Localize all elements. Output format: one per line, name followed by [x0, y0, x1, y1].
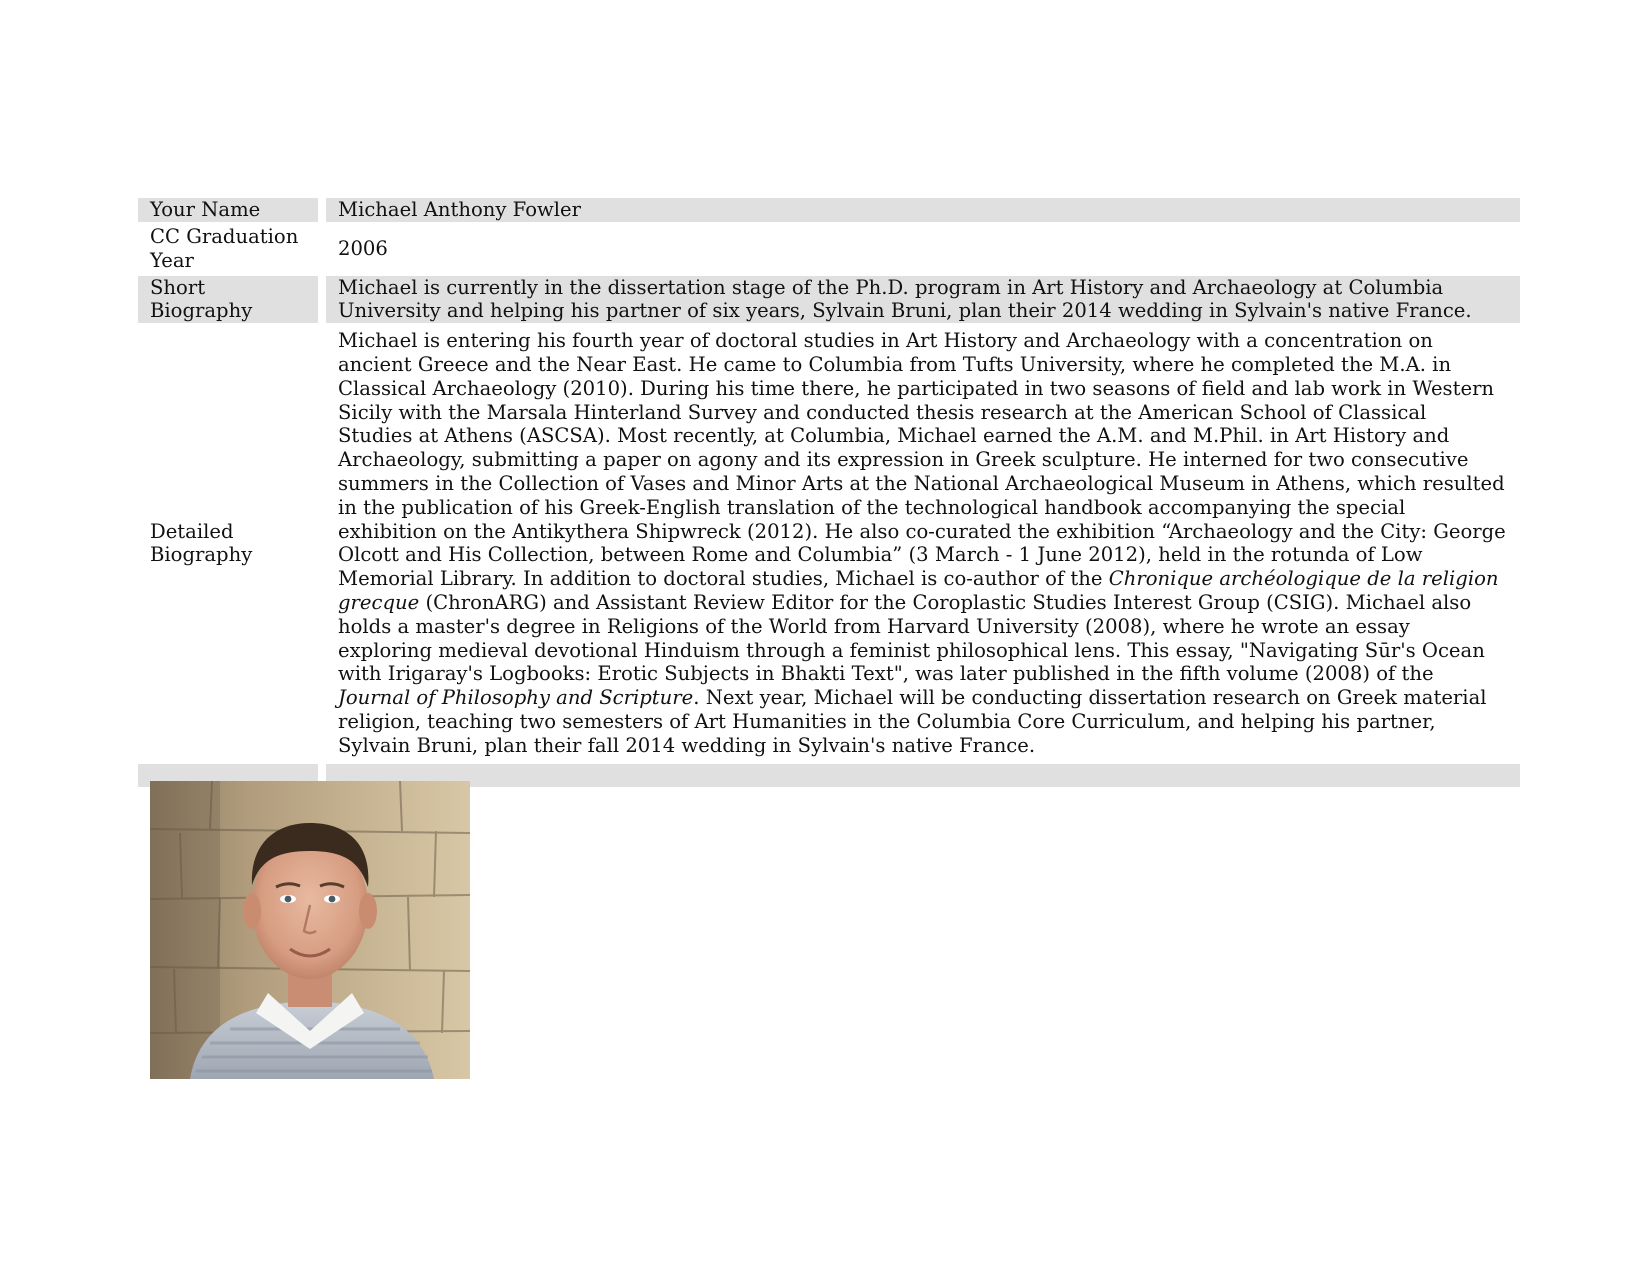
- short-bio-label: Short Biography: [138, 276, 318, 324]
- name-row: [138, 198, 1520, 222]
- empty-value-cell: [326, 764, 1520, 787]
- graduation-label: CC Graduation Year: [150, 225, 299, 272]
- detailed-bio-italic-title-1: Chronique archéologique de la religion grecque: [338, 567, 1499, 614]
- short-bio-value: Michael is currently in the dissertation stage of the Ph.D. program in Art History and Archaeology at Columbia University and helping his partner of six years, Sylvain Bruni, plan their 2014 wedding in Sylvain's native France.: [326, 276, 1520, 324]
- detailed-bio-italic-title-2: Journal of Philosophy and Scripture: [338, 686, 694, 710]
- detailed-bio-text-1: Michael is entering his fourth year of doctoral studies in Art History and Archaeology with a concentration on ancient Greece and the Near East. He came to Columbia from Tufts University, where he completed the M.A. in Classical Archaeology (2010). During his time there, he participated in two seasons of field and lab work in Western Sicily with the Marsala Hinterland Survey and conducted thesis research at the American School of Classical Studies at Athens (ASCSA). Most recently, at Columbia, Michael earned the A.M. and M.Phil. in Art History and Archaeology, submitting a paper on agony and its expression in Greek sculpture. He interned for two consecutive summers in the Collection of Vases and Minor Arts at the National Archaeological Museum in Athens, which resulted in the publication of his Greek-English translation of the technological handbook accompanying the special exhibition on the Antikythera Shipwreck (2012). He also co-curated the exhibition “Archaeology and the City: George Olcott and His Collection, between Rome and Columbia” (3 March - 1 June 2012), held in the rotunda of Low Memorial Library. In addition to doctoral studies, Michael is co-author of the: [338, 329, 1506, 591]
- graduation-row: [138, 225, 1520, 273]
- graduation-value: 2006: [338, 236, 388, 260]
- short-bio-row: [138, 276, 1520, 324]
- biography-sheet: [138, 195, 1520, 790]
- portrait-photo: [150, 781, 470, 1079]
- biography-table: [130, 195, 1528, 790]
- detailed-bio-text-3: . Next year, Michael will be conducting dissertation research on Greek material religion, teaching two semesters of Art Humanities in the Columbia Core Curriculum, and helping his partner, Sylvain Bruni, plan their fall 2014 wedding in Sylvain's native France.: [338, 686, 1487, 757]
- detailed-bio-row: [138, 326, 1520, 760]
- detailed-bio-text-2: (ChronARG) and Assistant Review Editor for the Coroplastic Studies Interest Group (CSIG). Michael also holds a master's degree in Religions of the World from Harvard University (2008), where he wrote an essay exploring medieval devotional Hinduism through a feminist philosophical lens. This essay, "Navigating Sūr's Ocean with Irigaray's Logbooks: Erotic Subjects in Bhakti Text", was later published in the fifth volume (2008) of the: [338, 590, 1485, 686]
- detailed-bio-value: [326, 326, 1520, 760]
- detailed-bio-label: Detailed Biography: [150, 519, 253, 567]
- name-label: Your Name: [138, 198, 318, 222]
- portrait-illustration: [150, 781, 470, 1079]
- name-value: Michael Anthony Fowler: [326, 198, 1520, 222]
